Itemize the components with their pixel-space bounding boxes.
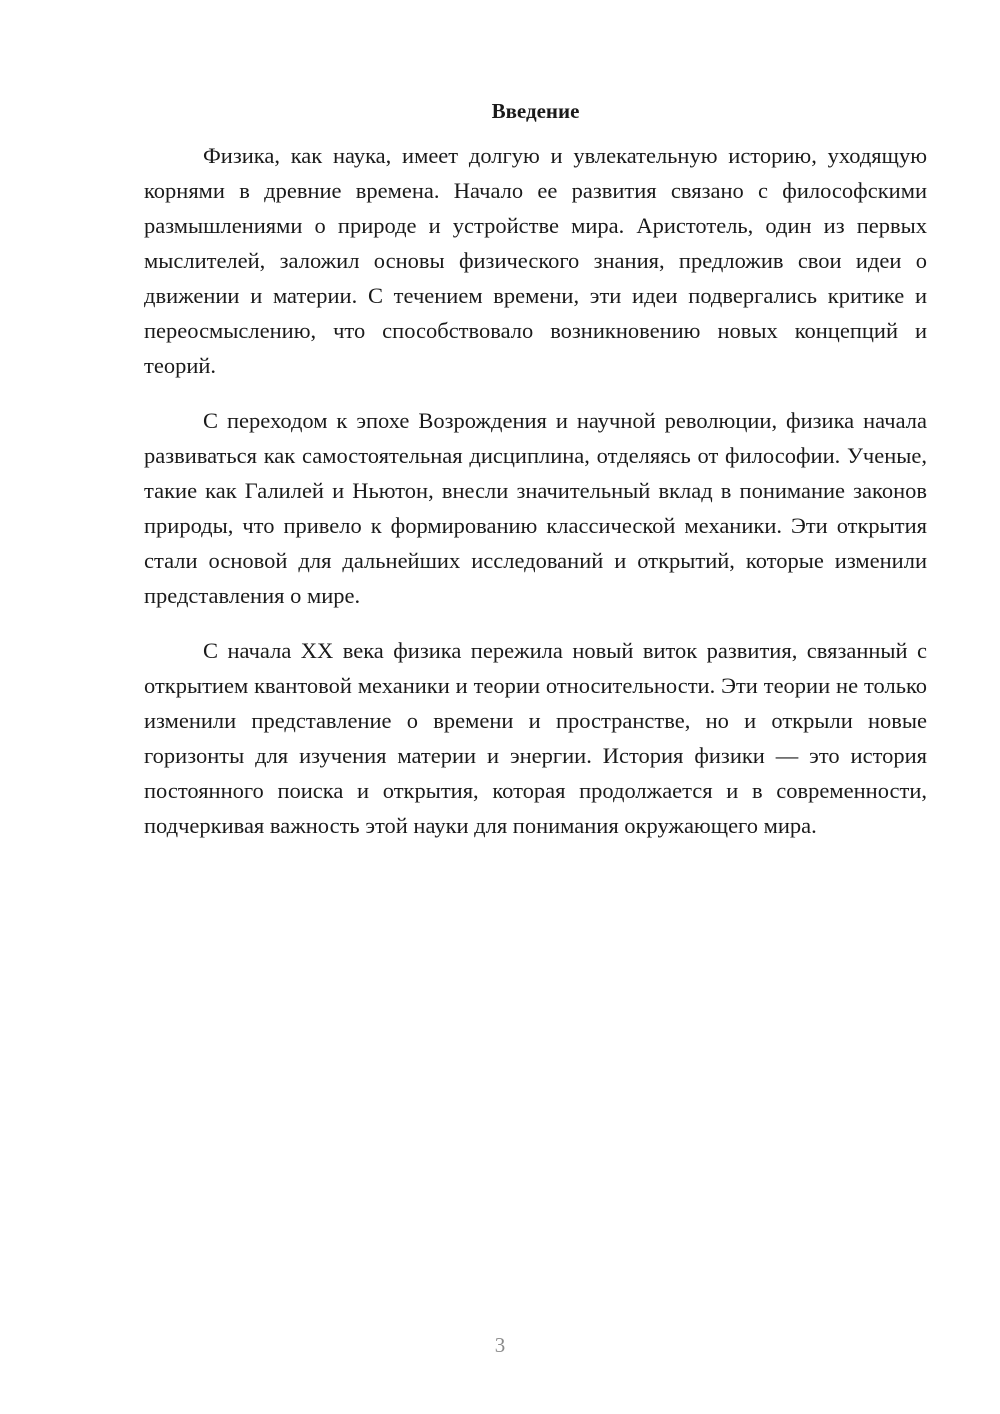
paragraph: С переходом к эпохе Возрождения и научной революции, физика начала развиваться как самостоятельная дисциплина, отделяясь от философии. Ученые, такие как Галилей и Ньютон, внесли значительный вклад в понимание законов природы, что привело к формированию классической механики. Эти открытия стали основой для дальнейших исследований и открытий, которые изменили представления о мире. [144, 408, 927, 608]
paragraph: Физика, как наука, имеет долгую и увлекательную историю, уходящую корнями в древние времена. Начало ее развития связано с философскими размышлениями о природе и устройстве мира. Аристотель, один из первых мыслителей, заложил основы физического знания, предложив свои идеи о движении и материи. С течением времени, эти идеи подвергались критике и переосмыслению, что способствовало возникновению новых концепций и теорий. [144, 143, 927, 378]
paragraph: С начала XX века физика пережила новый виток развития, связанный с открытием квантовой механики и теории относительности. Эти теории не только изменили представление о времени и пространстве, но и открыли новые горизонты для изучения материи и энергии. История физики — это история постоянного поиска и открытия, которая продолжается и в современности, подчеркивая важность этой науки для понимания окружающего мира. [144, 638, 927, 838]
page-content [144, 96, 927, 863]
section-title: Введение [491, 99, 580, 123]
page-number: 3 [494, 1333, 506, 1357]
